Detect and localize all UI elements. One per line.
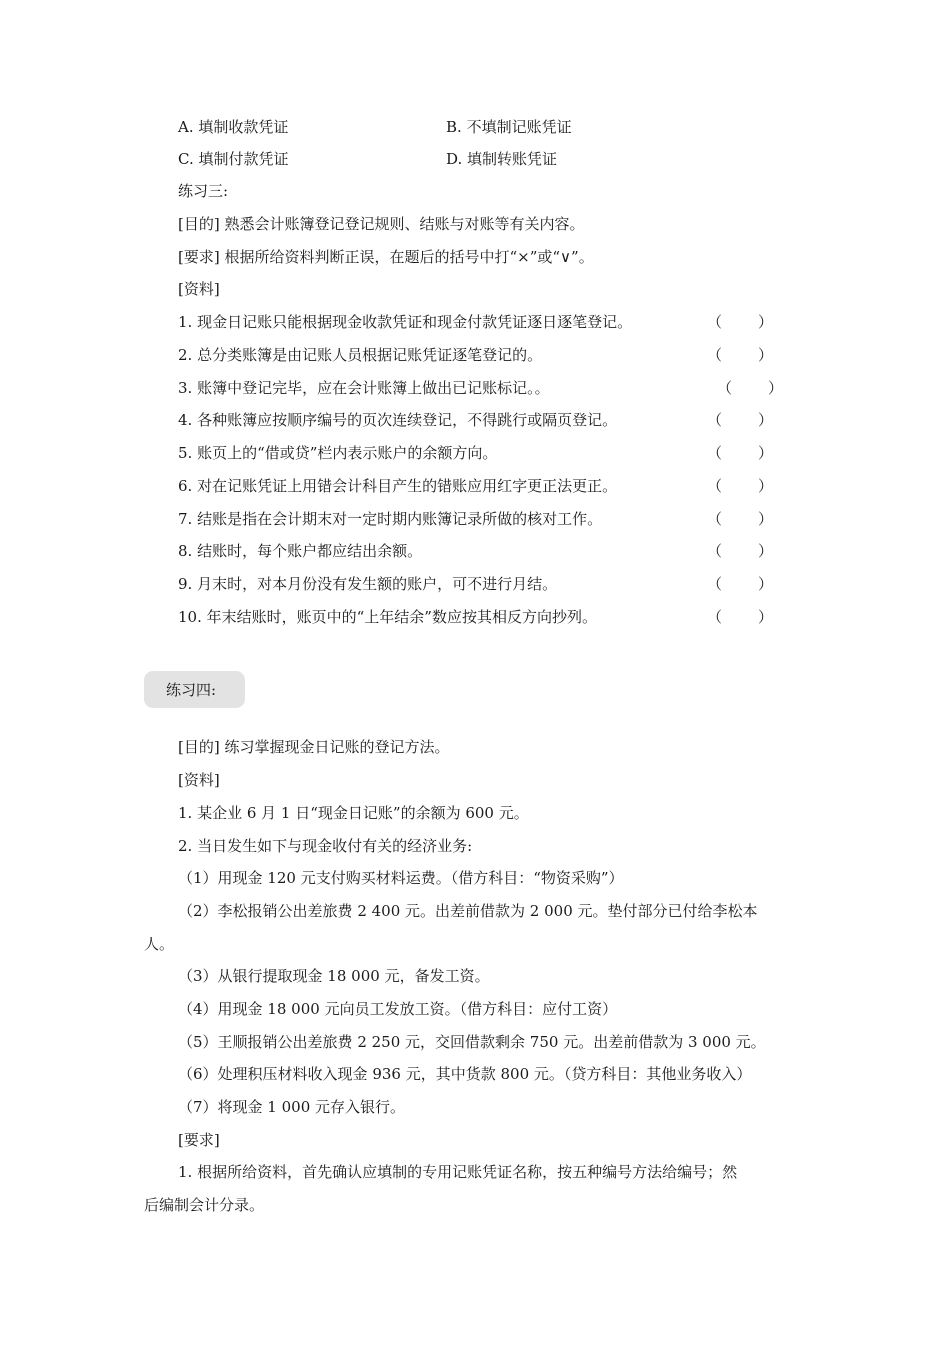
- answer-blank-4: （ ）: [707, 411, 774, 429]
- exercise4-title: 练习四:: [166, 681, 217, 699]
- exercise4-heading-box: [144, 671, 245, 708]
- statement-6: 6. 对在记账凭证上用错会计科目产生的错账应用红字更正法更正。: [178, 477, 618, 495]
- exercise3-requirement: [要求] 根据所给资料判断正误，在题后的括号中打“×”或“∨”。: [178, 248, 594, 266]
- transaction-2-continued: 人。: [144, 935, 175, 953]
- answer-blank-6: （ ）: [707, 477, 774, 495]
- answer-blank-9: （ ）: [707, 575, 774, 593]
- option-text: 填制付款凭证: [198, 150, 289, 168]
- exercise3-material-label: [资料]: [178, 280, 220, 298]
- transaction-3: （3）从银行提取现金 18 000 元，备发工资。: [178, 967, 490, 985]
- statement-7: 7. 结账是指在会计期末对一定时期内账簿记录所做的核对工作。: [178, 510, 603, 528]
- option-letter: D.: [446, 150, 463, 168]
- exercise4-material-2: 2. 当日发生如下与现金收付有关的经济业务:: [178, 837, 473, 855]
- statement-9: 9. 月末时，对本月份没有发生额的账户，可不进行月结。: [178, 575, 558, 593]
- answer-blank-1: （ ）: [707, 313, 774, 331]
- option-d: [446, 149, 557, 169]
- answer-blank-7: （ ）: [707, 510, 774, 528]
- exercise4-material-label: [资料]: [178, 771, 220, 789]
- option-letter: C.: [178, 150, 194, 168]
- exercise3-purpose: [目的] 熟悉会计账簿登记登记规则、结账与对账等有关内容。: [178, 215, 585, 233]
- statement-8: 8. 结账时，每个账户都应结出余额。: [178, 542, 423, 560]
- answer-blank-10: （ ）: [707, 608, 774, 626]
- exercise4-material-1: 1. 某企业 6 月 1 日“现金日记账”的余额为 600 元。: [178, 804, 529, 822]
- option-b: [446, 117, 572, 137]
- transaction-5: （5）王顺报销公出差旅费 2 250 元，交回借款剩余 750 元。出差前借款为 3 000 元。: [178, 1033, 766, 1051]
- statement-3: 3. 账簿中登记完毕，应在会计账簿上做出已记账标记。。: [178, 379, 550, 397]
- exercise3-title: 练习三:: [178, 182, 229, 200]
- option-c: [178, 149, 289, 169]
- option-text: 填制转账凭证: [467, 150, 558, 168]
- transaction-6: （6）处理积压材料收入现金 936 元，其中货款 800 元。（贷方科目：其他业务收入）: [178, 1065, 752, 1083]
- requirement-1-continued: 后编制会计分录。: [144, 1196, 265, 1214]
- statement-5: 5. 账页上的“借或贷”栏内表示账户的余额方向。: [178, 444, 498, 462]
- answer-blank-3: （ ）: [717, 379, 784, 397]
- transaction-7: （7）将现金 1 000 元存入银行。: [178, 1098, 406, 1116]
- statement-2: 2. 总分类账簿是由记账人员根据记账凭证逐笔登记的。: [178, 346, 543, 364]
- answer-blank-8: （ ）: [707, 542, 774, 560]
- statement-1: 1. 现金日记账只能根据现金收款凭证和现金付款凭证逐日逐笔登记。: [178, 313, 633, 331]
- statement-4: 4. 各种账簿应按顺序编号的页次连续登记，不得跳行或隔页登记。: [178, 411, 618, 429]
- option-letter: A.: [178, 118, 194, 136]
- answer-blank-5: （ ）: [707, 444, 774, 462]
- option-text: 不填制记账凭证: [466, 118, 572, 136]
- transaction-1: （1）用现金 120 元支付购买材料运费。（借方科目：“物资采购”）: [178, 869, 624, 887]
- answer-blank-2: （ ）: [707, 346, 774, 364]
- exercise4-purpose: [目的] 练习掌握现金日记账的登记方法。: [178, 738, 450, 756]
- transaction-4: （4）用现金 18 000 元向员工发放工资。（借方科目：应付工资）: [178, 1000, 618, 1018]
- option-a: [178, 117, 288, 137]
- option-text: 填制收款凭证: [198, 118, 289, 136]
- option-letter: B.: [446, 118, 462, 136]
- statement-10: 10. 年末结账时，账页中的“上年结余”数应按其相反方向抄列。: [178, 608, 597, 626]
- transaction-2: （2）李松报销公出差旅费 2 400 元。出差前借款为 2 000 元。垫付部分已付给李松本: [178, 902, 758, 920]
- exercise4-requirement-label: [要求]: [178, 1131, 220, 1149]
- requirement-1: 1. 根据所给资料，首先确认应填制的专用记账凭证名称，按五种编号方法给编号；然: [178, 1163, 738, 1181]
